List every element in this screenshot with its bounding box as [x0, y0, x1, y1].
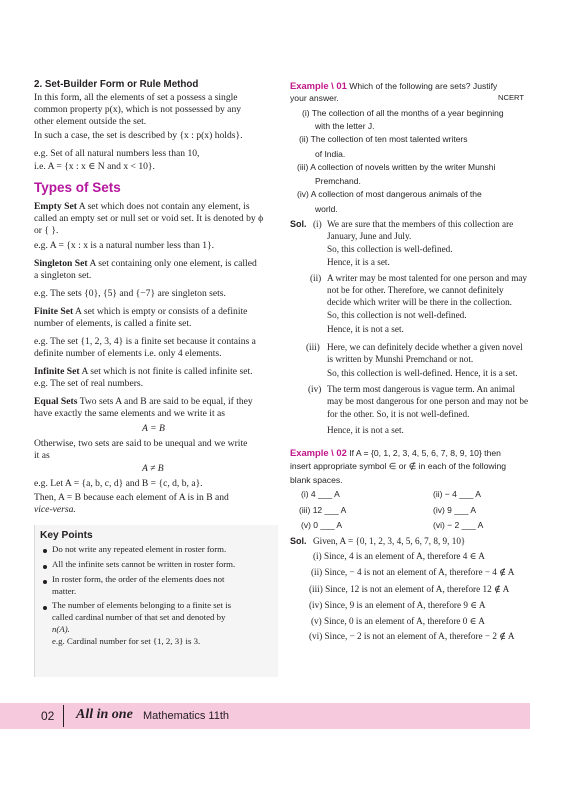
ex2-sol-i: (i) Since, 4 is an element of A, therefore 4 ∈ A [313, 551, 485, 561]
finite-line-2: number of elements, is called a finite set. [34, 318, 192, 329]
empty-set-text-1: A set which does not contain any element, is [78, 201, 250, 212]
equal-term: Equal Sets [34, 396, 78, 407]
then-line: Then, A = B because each element of A is in B and [34, 492, 229, 503]
ex2-sol-label: Sol. [290, 536, 307, 546]
ex1-option-iii-1: (iii) A collection of novels written by the writer Munshi [297, 162, 496, 172]
bullet-icon [43, 580, 47, 584]
example-2-question: If A = {0, 1, 2, 3, 4, 5, 6, 7, 8, 9, 10} then [349, 448, 501, 458]
key-point-4-line-4: e.g. Cardinal number for set {1, 2, 3} is 3. [52, 636, 201, 646]
ex1-option-iv-2: world. [315, 204, 338, 214]
equal-text-1: Two sets A and B are said to be equal, if they [79, 396, 253, 407]
ex1-sol-iv-num: (iv) [308, 384, 322, 394]
ex1-sol-iii-2: is written by Munshi Premchand or not. [327, 354, 474, 364]
ex1-sol-i-3: So, this collection is well-defined. [327, 244, 453, 254]
ex1-sol-iv-1: The term most dangerous is vague term. An animal [327, 384, 516, 394]
infinite-text: A set which is not finite is called infinite set. [81, 366, 253, 377]
ex1-option-i-2: with the letter J. [315, 121, 375, 131]
ex2-option-v: (v) 0 ___ A [301, 520, 343, 530]
equal-formula: A = B [142, 423, 165, 434]
intro-line-1: In this form, all the elements of set a possess a single [34, 92, 238, 103]
ex1-option-i-1: (i) The collection of all the months of a year beginning [302, 108, 504, 118]
singleton-line-2: a singleton set. [34, 270, 92, 281]
example-set-line: e.g. Set of all natural numbers less than 10, [34, 148, 200, 159]
empty-set-line-1 [34, 201, 250, 213]
key-point-3-line-1: In roster form, the order of the elements does not [52, 574, 225, 584]
ex1-option-iv-1: (iv) A collection of most dangerous animals of the [297, 189, 482, 199]
ncert-tag: NCERT [498, 93, 525, 102]
equal-line-2: have exactly the same elements and we write it as [34, 408, 225, 419]
equal-line-1 [34, 396, 253, 408]
otherwise-line-1: Otherwise, two sets are said to be unequal and we write [34, 438, 248, 449]
key-points-title: Key Points [40, 530, 93, 541]
example-2-question-2: insert appropriate symbol ∈ or ∉ in each of the following [290, 461, 507, 471]
ex1-sol-ii-1: A writer may be most talented for one person and may [327, 273, 528, 283]
ex1-sol-iv-2: may be most dangerous for one person and may not be [327, 396, 529, 406]
ex1-sol-iii-3: So, this collection is well-defined. Hence, it is a set. [327, 368, 518, 378]
finite-example-1: e.g. The set {1, 2, 3, 4} is a finite set because it contains a [34, 336, 256, 347]
vice-versa-line: vice-versa. [34, 504, 76, 515]
empty-set-line-3: or { }. [34, 225, 59, 236]
ex1-sol-i-4: Hence, it is a set. [327, 257, 390, 267]
otherwise-line-2: it as [34, 450, 50, 461]
intro-line-3: other element outside the set. [34, 116, 147, 127]
example-2-header [290, 447, 501, 458]
key-point-4-line-3: n(A). [52, 624, 70, 634]
ex2-sol-ii: (ii) Since, − 4 is not an element of A, therefore − 4 ∉ A [311, 567, 515, 577]
ex1-sol-label: Sol. [290, 219, 307, 229]
intro-line-2: common property p(x), which is not possessed by any [34, 104, 242, 115]
infinite-line [34, 366, 253, 378]
ex1-sol-iv-4: Hence, it is not a set. [327, 425, 404, 435]
ex1-sol-i-1: We are sure that the members of this collection are [327, 219, 514, 229]
ex1-sol-iv-3: for the other. So, it is not well-defined. [327, 409, 470, 419]
singleton-text-1: A set containing only one element, is called [89, 258, 257, 269]
finite-example-2: definite number of elements i.e. only 4 elements. [34, 348, 222, 359]
brand-logo: All in one [76, 707, 133, 722]
ex2-sol-v: (v) Since, 0 is an element of A, therefore 0 ∈ A [311, 616, 485, 626]
finite-text-1: A set which is empty or consists of a definite [75, 306, 248, 317]
ex1-sol-iii-num: (iii) [306, 342, 320, 352]
key-point-4-line-1: The number of elements belonging to a finite set is [52, 600, 232, 610]
ex1-sol-ii-3: decide which writer will be there in the collection. [327, 297, 512, 307]
ex1-sol-i-2: January, June and July. [327, 231, 412, 241]
ex1-sol-iii-1: Here, we can definitely decide whether a given novel [327, 342, 523, 352]
infinite-example: e.g. The set of real numbers. [34, 378, 144, 389]
infinite-term: Infinite Set [34, 366, 80, 377]
section-heading: 2. Set-Builder Form or Rule Method [34, 79, 199, 90]
bullet-icon [43, 549, 47, 553]
example-1-header [290, 80, 497, 91]
example-1-question-2: your answer. [290, 93, 339, 103]
ex2-option-i: (i) 4 ___ A [301, 489, 340, 499]
example-1-label: Example \ 01 [290, 80, 347, 91]
example-2-label: Example \ 02 [290, 447, 347, 458]
ex1-sol-ii-4: So, this collection is not well-defined. [327, 310, 467, 320]
key-point-2: All the infinite sets cannot be written in roster form. [52, 559, 236, 569]
page-number: 02 [41, 709, 55, 723]
singleton-line-1 [34, 258, 257, 270]
ex2-given: Given, A = {0, 1, 2, 3, 4, 5, 6, 7, 8, 9, 10} [313, 536, 466, 546]
empty-set-line-2: called an empty set or null set or void set. It is denoted by ϕ [34, 213, 264, 224]
types-of-sets-heading: Types of Sets [34, 180, 121, 195]
singleton-example: e.g. The sets {0}, {5} and {−7} are singleton sets. [34, 288, 226, 299]
book-subtitle: Mathematics 11th [143, 710, 230, 722]
let-example: e.g. Let A = {a, b, c, d} and B = {c, d, b, a}. [34, 478, 203, 489]
key-point-3-line-2: matter. [52, 586, 77, 596]
ex1-sol-ii-num: (ii) [310, 273, 322, 283]
empty-set-example: e.g. A = {x : x is a natural number less than 1}. [34, 240, 215, 251]
intro-line-4: In such a case, the set is described by {x : p(x) holds}. [34, 130, 243, 141]
finite-line-1 [34, 306, 247, 318]
ex2-option-iv: (iv) 9 ___ A [433, 505, 476, 515]
example-set-formula: i.e. A = {x : x ∈ N and x < 10}. [34, 161, 155, 172]
empty-set-term: Empty Set [34, 201, 77, 212]
bullet-icon [43, 565, 47, 569]
unequal-formula: A ≠ B [142, 463, 164, 474]
ex1-option-ii-1: (ii) The collection of ten most talented writers [299, 134, 468, 144]
ex1-sol-ii-2: not be for other. Therefore, we cannot definitely [327, 285, 504, 295]
ex1-sol-i-num: (i) [313, 219, 322, 229]
ex2-option-vi: (vi) − 2 ___ A [433, 520, 484, 530]
key-point-1: Do not write any repeated element in roster form. [52, 544, 227, 554]
example-2-question-3: blank spaces. [290, 475, 343, 485]
footer-divider [63, 705, 64, 727]
singleton-term: Singleton Set [34, 258, 88, 269]
ex1-option-ii-2: of India. [315, 149, 346, 159]
ex2-sol-iii: (iii) Since, 12 is not an element of A, therefore 12 ∉ A [309, 584, 510, 594]
ex2-option-ii: (ii) − 4 ___ A [433, 489, 481, 499]
bullet-icon [43, 606, 47, 610]
ex2-option-iii: (iii) 12 ___ A [299, 505, 347, 515]
finite-term: Finite Set [34, 306, 74, 317]
key-point-4-line-2: called cardinal number of that set and denoted by [52, 612, 226, 622]
ex2-sol-vi: (vi) Since, − 2 is not an element of A, therefore − 2 ∉ A [309, 631, 515, 641]
ex1-option-iii-2: Premchand. [315, 176, 361, 186]
ex2-sol-iv: (iv) Since, 9 is an element of A, therefore 9 ∈ A [309, 600, 486, 610]
ex1-sol-ii-5: Hence, it is not a set. [327, 324, 404, 334]
example-1-question: Which of the following are sets? Justify [349, 81, 498, 91]
